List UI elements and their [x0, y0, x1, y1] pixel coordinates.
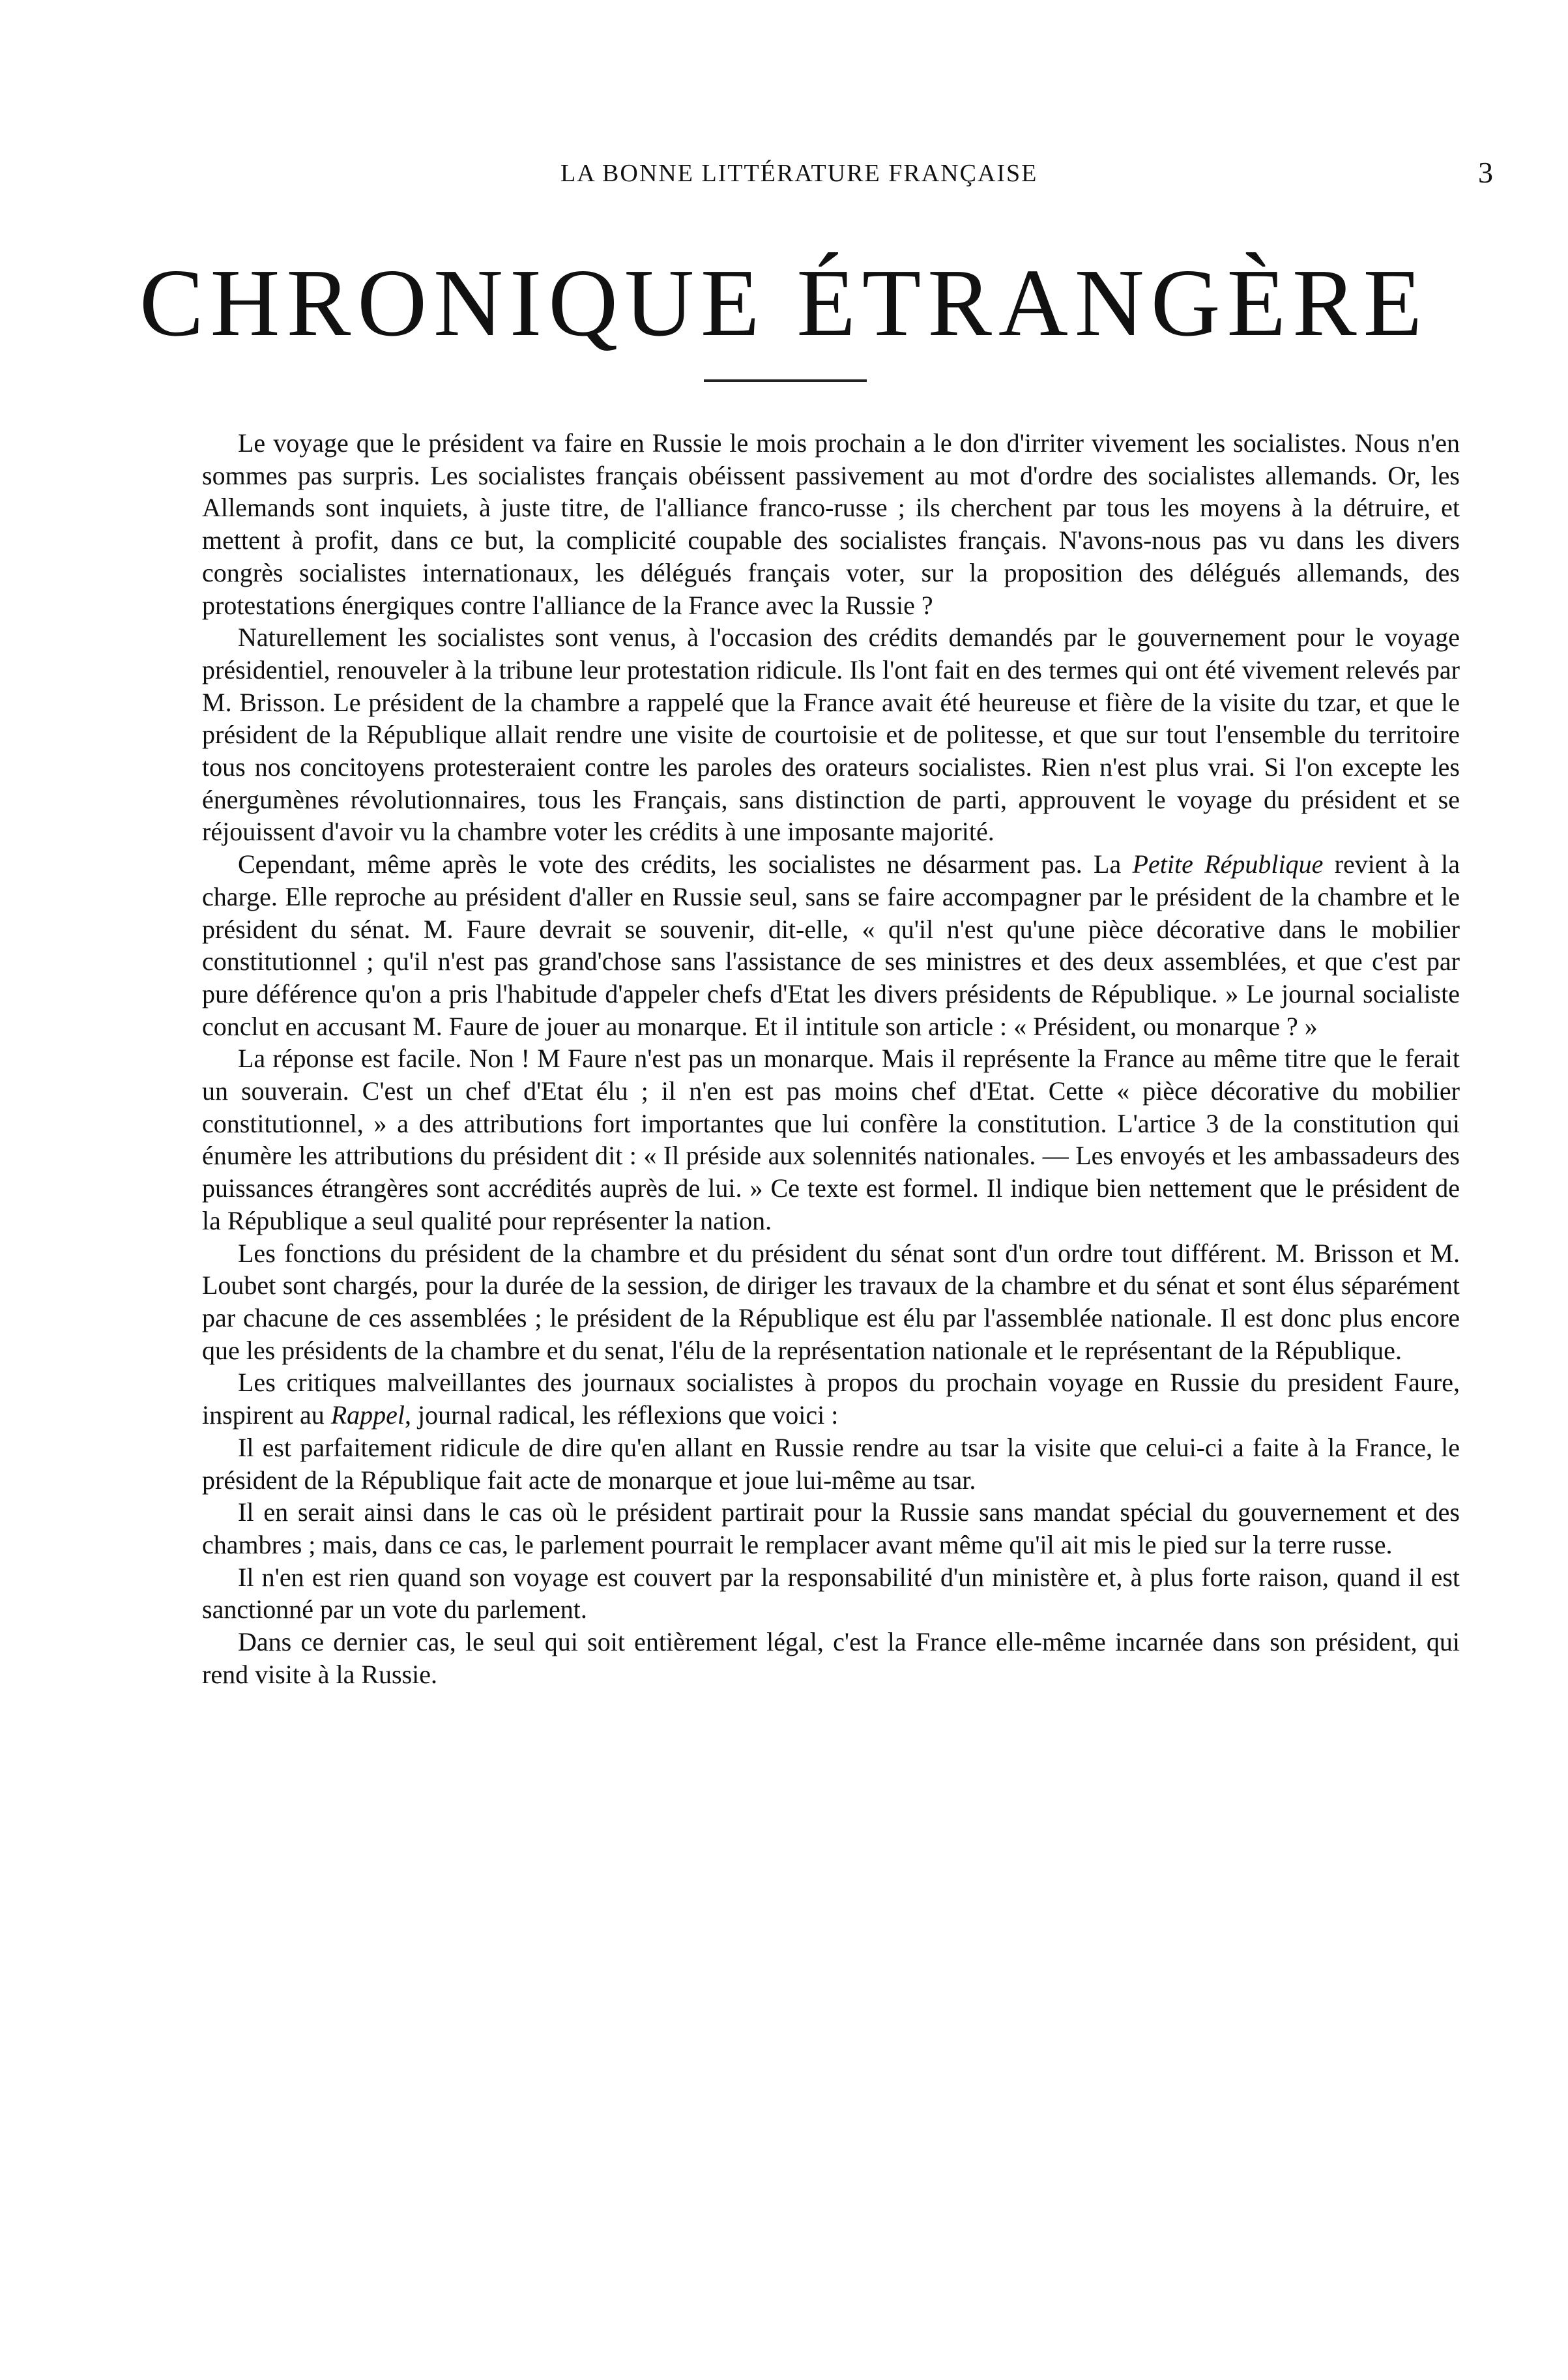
page-number: 3	[1478, 156, 1493, 189]
article-body	[202, 427, 1460, 1690]
paragraph-3	[202, 848, 1460, 1042]
paragraph-5: Les fonctions du président de la chambre et du président du sénat sont d'un ordre tout différent. M. Brisson et M. Loubet sont chargés, pour la durée de la session, de diriger les travaux de la chambre et du sénat et sont élus séparément par chacune de ces assemblées ; le président de la République est élu par l'assemblée nationale. Il est donc plus encore que les présidents de la chambre et du senat, l'élu de la représentation nationale et le représentant de la République.	[202, 1238, 1460, 1365]
paragraph-3-text-a: Cependant, même après le vote des crédits, les socialistes ne désarment pas. La	[238, 849, 1133, 879]
paragraph-2: Naturellement les socialistes sont venus, à l'occasion des crédits demandés par le gouvernement pour le voyage présidentiel, renouveler à la tribune leur protestation ridicule. Ils l'ont fait en des termes qui ont été vivement relevés par M. Brisson. Le président de la chambre a rappelé que la France avait été heureuse et fière de la visite du tzar, et que le président de la République allait rendre une visite de courtoisie et de politesse, et que sur tout l'ensemble du territoire tous nos concitoyens protesteraient contre les paroles des orateurs socialistes. Rien n'est plus vrai. Si l'on excepte les énergumènes révolutionnaires, tous les Français, sans distinction de parti, approuvent le voyage du président et se réjouissent d'avoir vu la chambre voter les crédits à une imposante majorité.	[202, 623, 1460, 847]
paragraph-4: La réponse est facile. Non ! M Faure n'est pas un monarque. Mais il représente la France au même titre que le ferait un souverain. C'est un chef d'Etat élu ; il n'en est pas moins chef d'Etat. Cette « pièce décorative du mobilier constitutionnel, » a des attributions fort importantes que lui confère la constitution. L'artice 3 de la constitution qui énumère les attributions du président dit : « Il préside aux solennités nationales. — Les envoyés et les ambassadeurs des puissances étrangères sont accrédités auprès de lui. » Ce texte est formel. Il indique bien nettement que le président de la République a seul qualité pour représenter la nation.	[202, 1044, 1460, 1235]
quote-paragraph-4: Dans ce dernier cas, le seul qui soit entièrement légal, c'est la France elle-même incarnée dans son président, qui rend visite à la Russie.	[202, 1627, 1460, 1689]
quote-paragraph-1: Il est parfaitement ridicule de dire qu'en allant en Russie rendre au tsar la visite que celui-ci a faite à la France, le président de la République fait acte de monarque et joue lui-même au tsar.	[202, 1432, 1460, 1495]
paragraph-3-text-b: revient à la charge. Elle reproche au président d'aller en Russie seul, sans se faire accompagner par le président de la chambre et le président du sénat. M. Faure devrait se souvenir, dit-elle, « qu'il n'est qu'une pièce décorative dans le mobilier constitutionnel ; qu'il n'est pas grand'chose sans l'assistance de ses ministres et des deux assemblées, et que c'est par pure déférence qu'on a pris l'habitude d'appeler chefs d'Etat les divers présidents de République. » Le journal socialiste conclut en accusant M. Faure de jouer au monarque. Et il intitule son article : « Président, ou monarque ? »	[202, 849, 1460, 1041]
paragraph-6-text-b: , journal radical, les réflexions que voici :	[405, 1400, 839, 1430]
newspaper-title-rappel: Rappel	[330, 1400, 405, 1430]
quote-paragraph-2: Il en serait ainsi dans le cas où le président partirait pour la Russie sans mandat spécial du gouvernement et des chambres ; mais, dans ce cas, le parlement pourrait le remplacer avant même qu'il ait mis le pied sur la terre russe.	[202, 1497, 1460, 1559]
article-title: CHRONIQUE ÉTRANGÈRE	[139, 250, 1429, 357]
title-rule	[704, 379, 867, 382]
quote-paragraph-3: Il n'en est rien quand son voyage est couvert par la responsabilité d'un ministère et, à plus forte raison, quand il est sanctionné par un vote du parlement.	[202, 1562, 1460, 1624]
newspaper-title-petite-republique: Petite République	[1132, 849, 1324, 879]
paragraph-1: Le voyage que le président va faire en Russie le mois prochain a le don d'irriter vivement les socialistes. Nous n'en sommes pas surpris. Les socialistes français obéissent passivement au mot d'ordre des socialistes allemands. Or, les Allemands sont inquiets, à juste titre, de l'alliance franco-russe ; ils cherchent par tous les moyens à la détruire, et mettent à profit, dans ce but, la complicité coupable des socialistes français. N'avons-nous pas vu dans les divers congrès socialistes internationaux, les délégués français voter, sur la proposition des délégués allemands, des protestations énergiques contre l'alliance de la France avec la Russie ?	[202, 428, 1460, 620]
paragraph-6-text-a: Les critiques malveillantes des journaux socialistes à propos du prochain voyage en Russie du president Faure, inspirent au	[202, 1368, 1460, 1430]
running-header: LA BONNE LITTÉRATURE FRANÇAISE	[560, 160, 1038, 187]
paragraph-6	[202, 1366, 1460, 1431]
